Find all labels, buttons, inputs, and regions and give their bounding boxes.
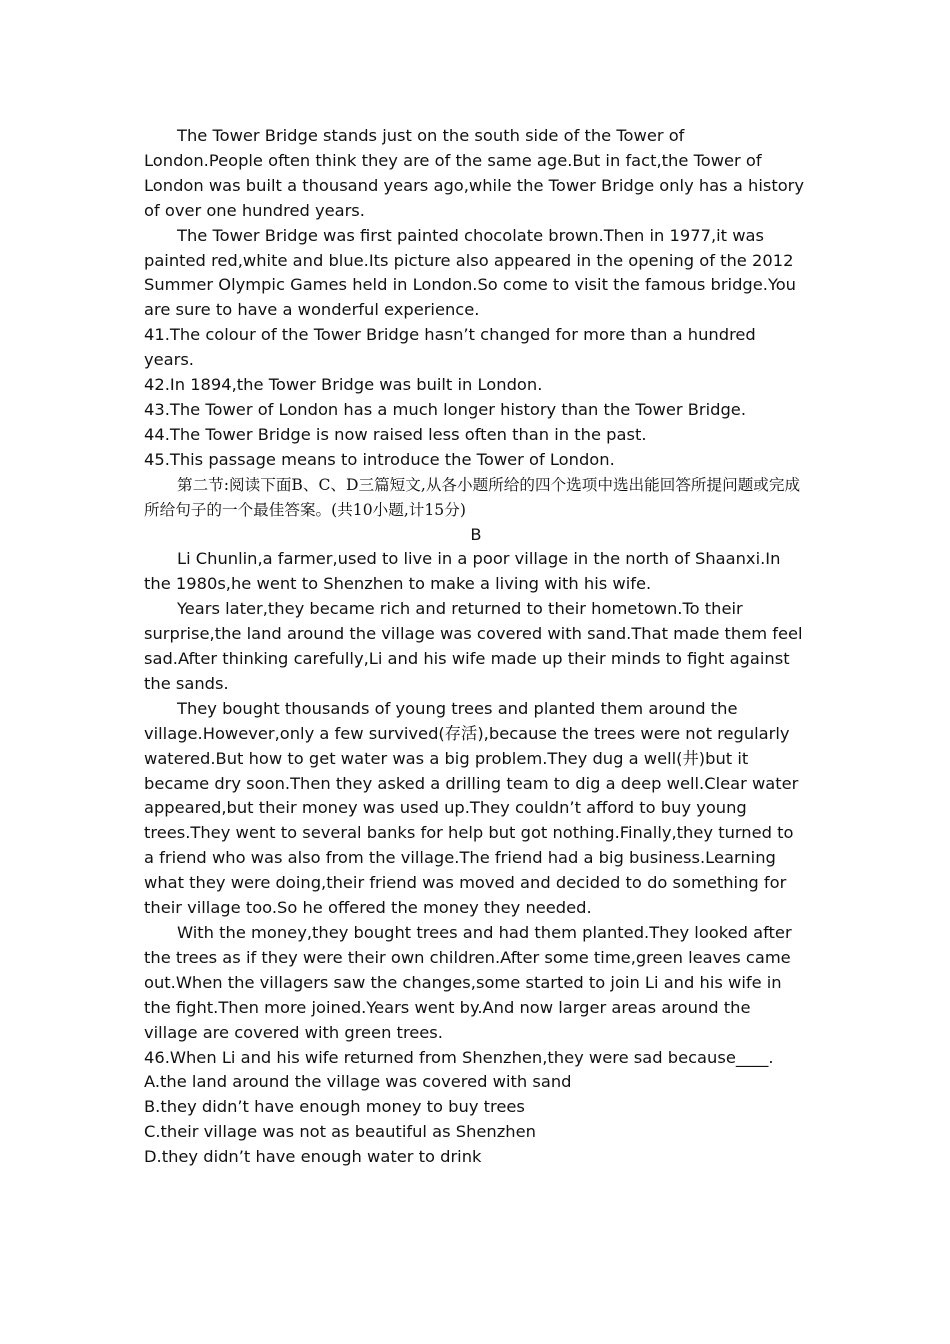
passage-b-paragraph-4: With the money,they bought trees and had them planted.They looked after the trees as if they were their own children.After some time,green leaves came out.When the villagers saw the changes,some started to join Li and his wife in the fight.Then more joined.Years went by.And now larger areas around the village are covered with green trees. (144, 923, 792, 1042)
option-c: C.their village was not as beautiful as Shenzhen (144, 1122, 536, 1142)
statement-44: 44.The Tower Bridge is now raised less often than in the past. (144, 424, 647, 444)
option-d: D.they didn’t have enough water to drink (144, 1147, 482, 1167)
option-a: A.the land around the village was covered with sand (144, 1072, 572, 1092)
passage-b-heading: B (470, 524, 482, 544)
section-two-instruction: 第二节:阅读下面B、C、D三篇短文,从各小题所给的四个选项中选出能回答所提问题或完成所给句子的一个最佳答案。(共10小题,计15分) (144, 475, 801, 519)
passage-b-paragraph-3: They bought thousands of young trees and planted them around the village.However,only a few survived(存活),because the trees were not regularly watered.But how to get water was a big problem.They dug a well(井)but it became dry soon.Then they asked a drilling team to dig a deep well.Clear water appeared,but their money was used up.They couldn’t afford to buy young trees.They went to several banks for help but got nothing.Finally,they turned to a friend who was also from the village.The friend had a big business.Learning what they were doing,their friend was moved and decided to do something for their village too.So he offered the money they needed. (144, 698, 799, 918)
passage-a-paragraph-2: The Tower Bridge was first painted chocolate brown.Then in 1977,it was painted red,white and blue.Its picture also appeared in the opening of the 2012 Summer Olympic Games held in London.So come to visit the famous bridge.You are sure to have a wonderful experience. (144, 225, 797, 320)
option-b: B.they didn’t have enough money to buy trees (144, 1097, 525, 1117)
statement-45: 45.This passage means to introduce the Tower of London. (144, 449, 615, 469)
question-46: 46.When Li and his wife returned from Shenzhen,they were sad because____. (144, 1047, 774, 1067)
statement-41: 41.The colour of the Tower Bridge hasn’t changed for more than a hundred years. (144, 325, 756, 370)
statement-42: 42.In 1894,the Tower Bridge was built in London. (144, 375, 543, 395)
passage-b-paragraph-1: Li Chunlin,a farmer,used to live in a poor village in the north of Shaanxi.In the 1980s,he went to Shenzhen to make a living with his wife. (144, 549, 781, 594)
passage-a-paragraph-1: The Tower Bridge stands just on the south side of the Tower of London.People often think they are of the same age.But in fact,the Tower of London was built a thousand years ago,while the Tower Bridge only has a history of over one hundred years. (144, 126, 804, 220)
document-page (144, 124, 808, 1170)
passage-b-paragraph-2: Years later,they became rich and returned to their hometown.To their surprise,the land around the village was covered with sand.That made them feel sad.After thinking carefully,Li and his wife made up their minds to fight against the sands. (144, 599, 803, 693)
statement-43: 43.The Tower of London has a much longer history than the Tower Bridge. (144, 399, 746, 419)
